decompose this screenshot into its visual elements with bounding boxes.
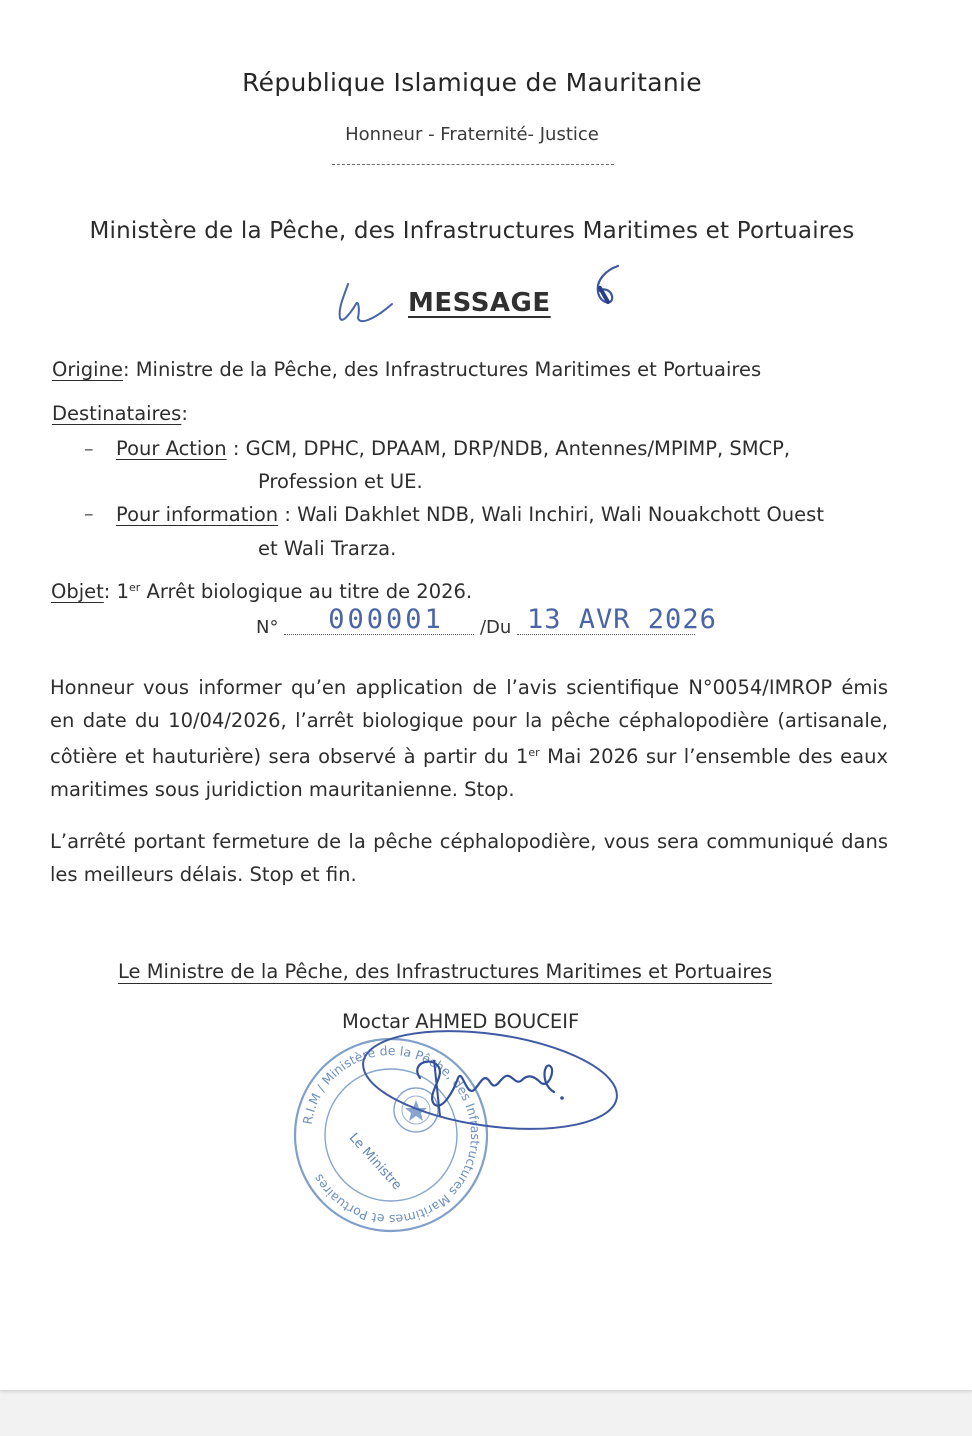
recipients-colon: :: [181, 402, 188, 425]
action-label: Pour Action: [116, 437, 227, 460]
bullet-dash-info: –: [84, 503, 94, 525]
origin-line: [52, 358, 761, 381]
republic-heading: République Islamique de Mauritanie: [242, 68, 702, 97]
info-line-2: et Wali Trarza.: [258, 537, 397, 560]
body-paragraph-1-superscript: er: [528, 746, 540, 759]
action-recipients: : GCM, DPHC, DPAAM, DRP/NDB, Antennes/MPIMP, SMCP,: [226, 437, 791, 460]
recipients-label: Destinataires: [52, 402, 182, 425]
handwritten-mark-right: [588, 262, 628, 312]
ministry-heading: Ministère de la Pêche, des Infrastructures Maritimes et Portuaires: [89, 218, 855, 244]
handwritten-signature: [350, 1020, 620, 1140]
body-paragraph-1: [50, 672, 888, 806]
recipients-line: [52, 402, 188, 425]
handwritten-mark-left: [330, 274, 400, 334]
number-prefix: N°: [256, 617, 279, 638]
signatory-name: Moctar AHMED BOUCEIF: [342, 1010, 580, 1033]
reference-date: 13 AVR 2026: [527, 604, 717, 635]
message-title: MESSAGE: [408, 288, 551, 318]
info-line: [116, 503, 824, 526]
subject-text: Arrêt biologique au titre de 2026.: [140, 580, 473, 603]
body-paragraph-1-text-b: Mai 2026 sur l’ensemble des eaux maritimes sous juridiction mauritanienne. Stop.: [50, 745, 888, 801]
action-line-2: Profession et UE.: [258, 470, 423, 493]
number-field: [284, 604, 474, 638]
subject-line: [51, 580, 472, 603]
origin-label: Origine: [52, 358, 123, 381]
stamp-inner-text: Le Ministre: [345, 1130, 405, 1194]
subject-label: Objet: [51, 580, 104, 603]
info-recipients: : Wali Dakhlet NDB, Wali Inchiri, Wali Nouakchott Ouest: [278, 503, 824, 526]
reference-number: 000001: [328, 604, 444, 635]
info-label: Pour information: [116, 503, 279, 526]
subject-prefix: : 1: [103, 580, 129, 603]
stamp-text: R.I.M / Ministère de la Pêche, des Infrastructures Maritimes et Portuaires: [299, 1042, 484, 1228]
subject-superscript: er: [128, 581, 141, 594]
body-paragraph-1-text-a: Honneur vous informer qu’en application de l’avis scientifique N°0054/IMROP émis en date du 10/04/2026, l’arrêt biologique pour la pêche céphalopodière (artisanale, côtière et hauturière) sera observé à partir du 1: [50, 676, 888, 768]
date-field: [517, 604, 717, 638]
motto-divider: [332, 164, 614, 165]
national-motto: Honneur - Fraternité- Justice: [345, 124, 599, 145]
body-paragraph-2: L’arrêté portant fermeture de la pêche céphalopodière, vous sera communiqué dans les meilleurs délais. Stop et fin.: [50, 830, 888, 886]
signatory-title: Le Ministre de la Pêche, des Infrastructures Maritimes et Portuaires: [118, 960, 773, 983]
reference-line: [256, 604, 717, 638]
origin-value: : Ministre de la Pêche, des Infrastructures Maritimes et Portuaires: [122, 358, 762, 381]
bullet-dash-action: –: [84, 438, 94, 460]
date-prefix: /Du: [479, 617, 512, 638]
action-line: [116, 437, 790, 460]
